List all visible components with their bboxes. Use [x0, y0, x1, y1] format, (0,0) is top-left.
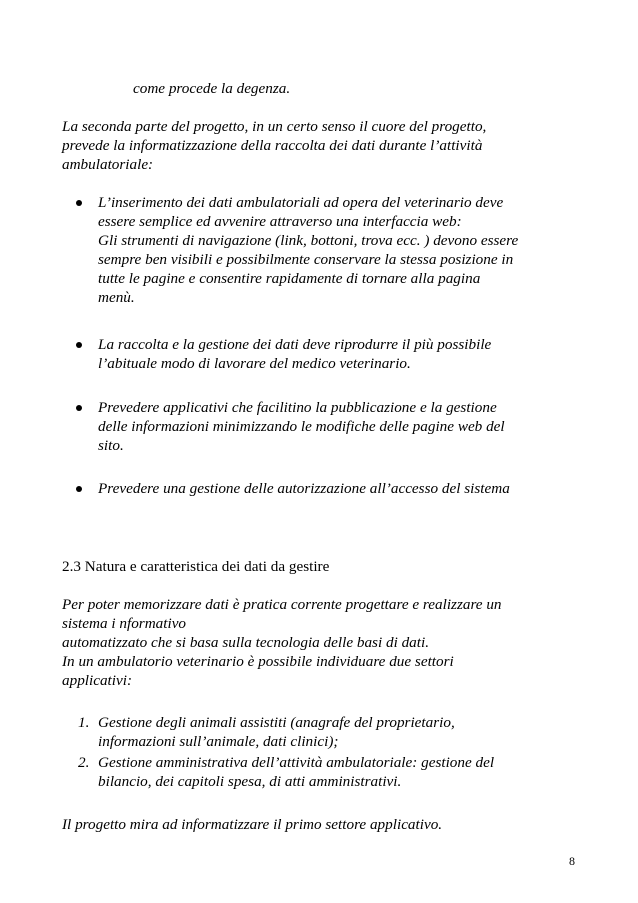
- text-line: Per poter memorizzare dati è pratica corrente progettare e realizzare un: [62, 596, 502, 613]
- text-line: applicativi:: [62, 672, 133, 689]
- text-line: sito.: [98, 437, 124, 454]
- text-line: l’abituale modo di lavorare del medico veterinario.: [98, 355, 411, 372]
- text-line: Gestione degli animali assistiti (anagrafe del proprietario,: [98, 714, 455, 731]
- bullet-dot-icon: [76, 200, 82, 206]
- text-line: prevede la informatizzazione della raccolta dei dati durante l’attività: [62, 137, 483, 154]
- bullet-item: [98, 479, 588, 498]
- numbered-item: [78, 753, 588, 791]
- bullet-dot-icon: [76, 405, 82, 411]
- page-number: 8: [569, 854, 575, 868]
- text-line: menù.: [98, 289, 135, 306]
- item-number: 1.: [78, 714, 90, 731]
- text-line: informazioni sull’animale, dati clinici);: [98, 733, 339, 750]
- bullet-item: [98, 398, 588, 455]
- text-line: essere semplice ed avvenire attraverso una interfaccia web:: [98, 213, 462, 230]
- text-line: In un ambulatorio veterinario è possibile individuare due settori: [62, 653, 454, 670]
- bullet-dot-icon: [76, 342, 82, 348]
- text-line: Gli strumenti di navigazione (link, bottoni, trova ecc. ) devono essere: [98, 232, 519, 249]
- text-line: La raccolta e la gestione dei dati deve riprodurre il più possibile: [98, 336, 492, 353]
- text-line: automatizzato che si basa sulla tecnologia delle basi di dati.: [62, 634, 430, 651]
- text-line: delle informazioni minimizzando le modifiche delle pagine web del: [98, 418, 505, 435]
- numbered-item: [78, 713, 588, 751]
- text-line: Prevedere una gestione delle autorizzazione all’accesso del sistema: [98, 480, 510, 497]
- paragraph-intro: [62, 117, 582, 174]
- text-line: Prevedere applicativi che facilitino la pubblicazione e la gestione: [98, 399, 497, 416]
- item-number: 2.: [78, 754, 90, 771]
- bullet-dot-icon: [76, 486, 82, 492]
- text-line: sempre ben visibili e possibilmente conservare la stessa posizione in: [98, 251, 514, 268]
- bullet-item: [98, 335, 588, 373]
- paragraph-body: [62, 595, 582, 690]
- text-line: Gestione amministrativa dell’attività ambulatoriale: gestione del: [98, 754, 495, 771]
- closing-sentence: Il progetto mira ad informatizzare il primo settore applicativo.: [62, 816, 443, 833]
- text-line: sistema i nformativo: [62, 615, 187, 632]
- text-line: L’inserimento dei dati ambulatoriali ad opera del veterinario deve: [98, 194, 504, 211]
- text-line: La seconda parte del progetto, in un certo senso il cuore del progetto,: [62, 118, 487, 135]
- bullet-item: [98, 193, 588, 307]
- text-line: tutte le pagine e consentire rapidamente di tornare alla pagina: [98, 270, 481, 287]
- intro-line: come procede la degenza.: [133, 80, 291, 97]
- text-line: bilancio, dei capitoli spesa, di atti amministrativi.: [98, 773, 402, 790]
- text-line: ambulatoriale:: [62, 156, 154, 173]
- section-heading: 2.3 Natura e caratteristica dei dati da gestire: [62, 558, 330, 575]
